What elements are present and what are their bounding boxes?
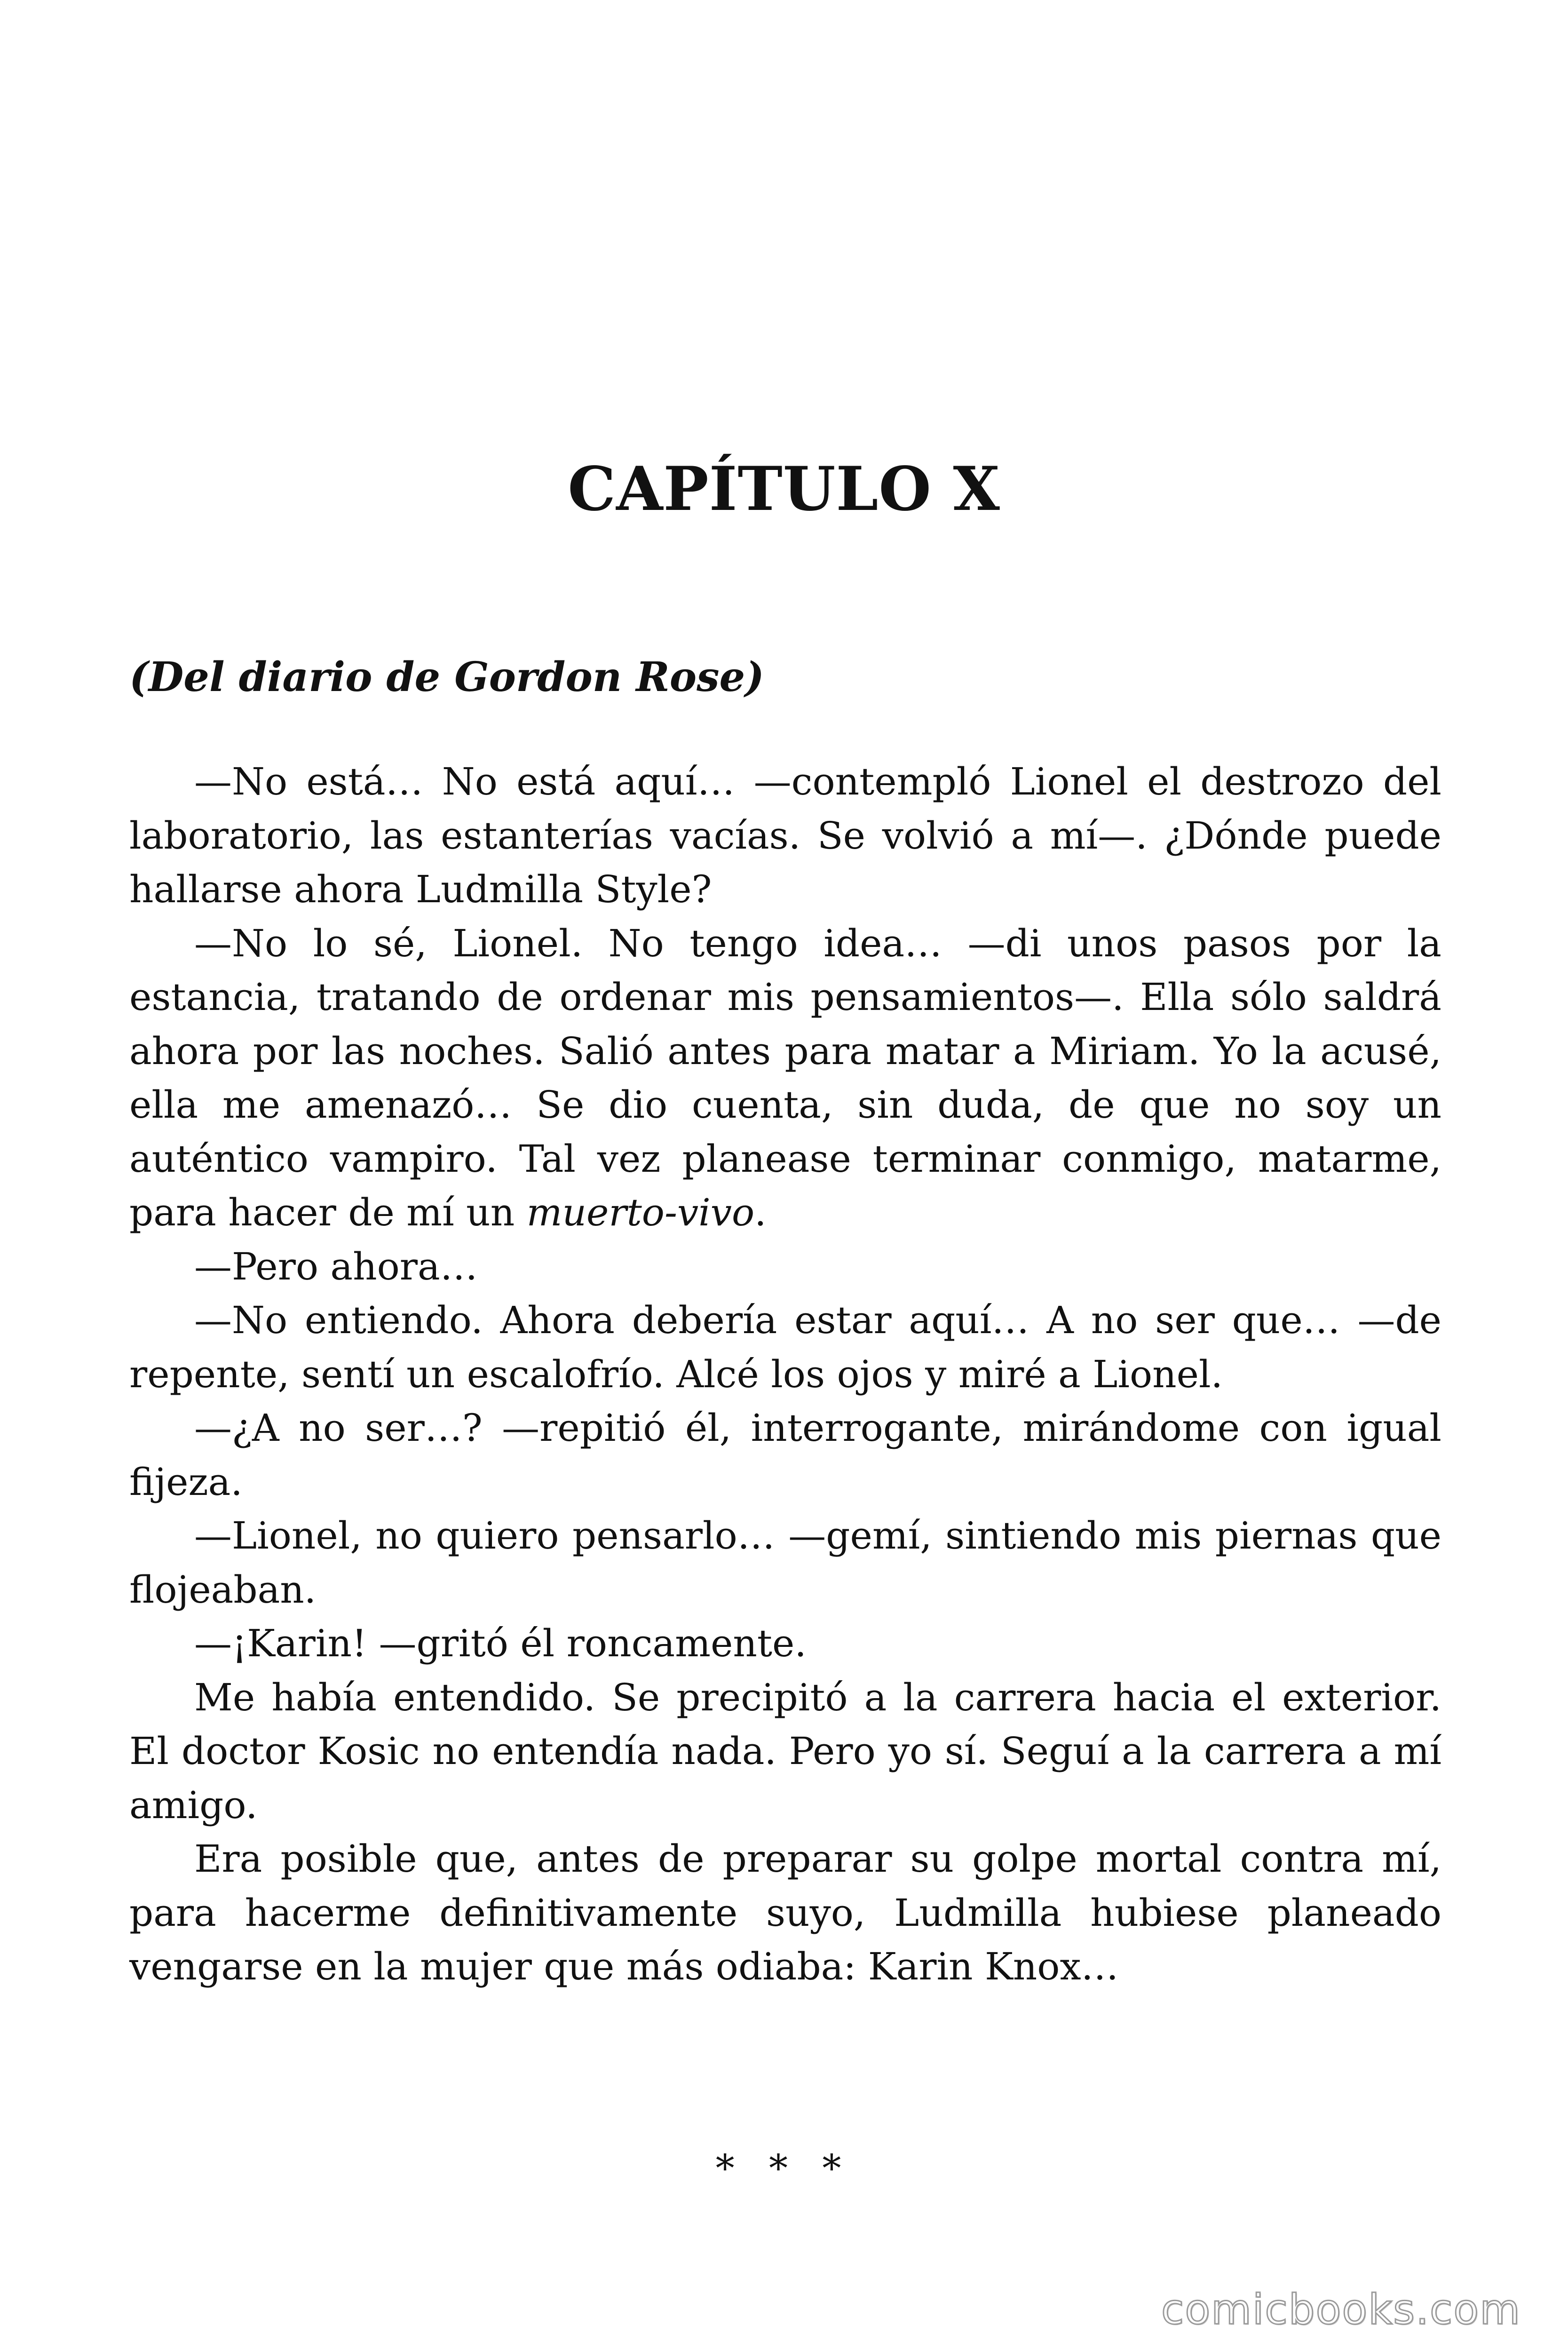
paragraph: Era posible que, antes de preparar su golpe mortal contra mí, para hacerme definitivamente suyo, Ludmilla hubiese planeado vengarse en la mujer que más odiaba: Karin Knox… <box>129 1837 1441 1988</box>
paragraph: —No entiendo. Ahora debería estar aquí… A no ser que… —de repente, sentí un escalofrío. Alcé los ojos y miré a Lionel. <box>129 1298 1441 1396</box>
paragraph <box>129 917 1441 1240</box>
paragraph: —¿A no ser…? —repitió él, interrogante, mirándome con igual fijeza. <box>129 1406 1441 1504</box>
chapter-title: CAPÍTULO X <box>568 454 1000 524</box>
watermark: comicbooks.com <box>1161 2285 1521 2334</box>
body-text <box>129 755 1441 1994</box>
paragraph: Me había entendido. Se precipitó a la carrera hacia el exterior. El doctor Kosic no entendía nada. Pero yo sí. Seguí a la carrera a mí amigo. <box>129 1675 1441 1827</box>
paragraph-text: —No lo sé, Lionel. No tengo idea… —di unos pasos por la estancia, tratando de ordenar mis pensamientos—. Ella sólo saldrá ahora por las noches. Salió antes para matar a Miriam. Yo la acusé, ella me amenazó… Se dio cuenta, sin duda, de que no soy un auténtico vampiro. Tal vez planease terminar conmigo, matarme, para hacer de mí un <box>129 921 1441 1234</box>
section-separator: * * * <box>715 2146 853 2190</box>
paragraph: —No está… No está aquí… —contempló Lionel el destrozo del laboratorio, las estanterías vacías. Se volvió a mí—. ¿Dónde puede hallarse ahora Ludmilla Style? <box>129 760 1441 911</box>
paragraph: —Pero ahora… <box>194 1244 478 1288</box>
emphasis-text: muerto-vivo <box>526 1191 755 1234</box>
paragraph: —¡Karin! —gritó él roncamente. <box>194 1621 807 1665</box>
paragraph: —Lionel, no quiero pensarlo… —gemí, sintiendo mis piernas que flojeaban. <box>129 1514 1441 1612</box>
paragraph-text: . <box>754 1191 767 1234</box>
chapter-subtitle: (Del diario de Gordon Rose) <box>129 653 764 701</box>
